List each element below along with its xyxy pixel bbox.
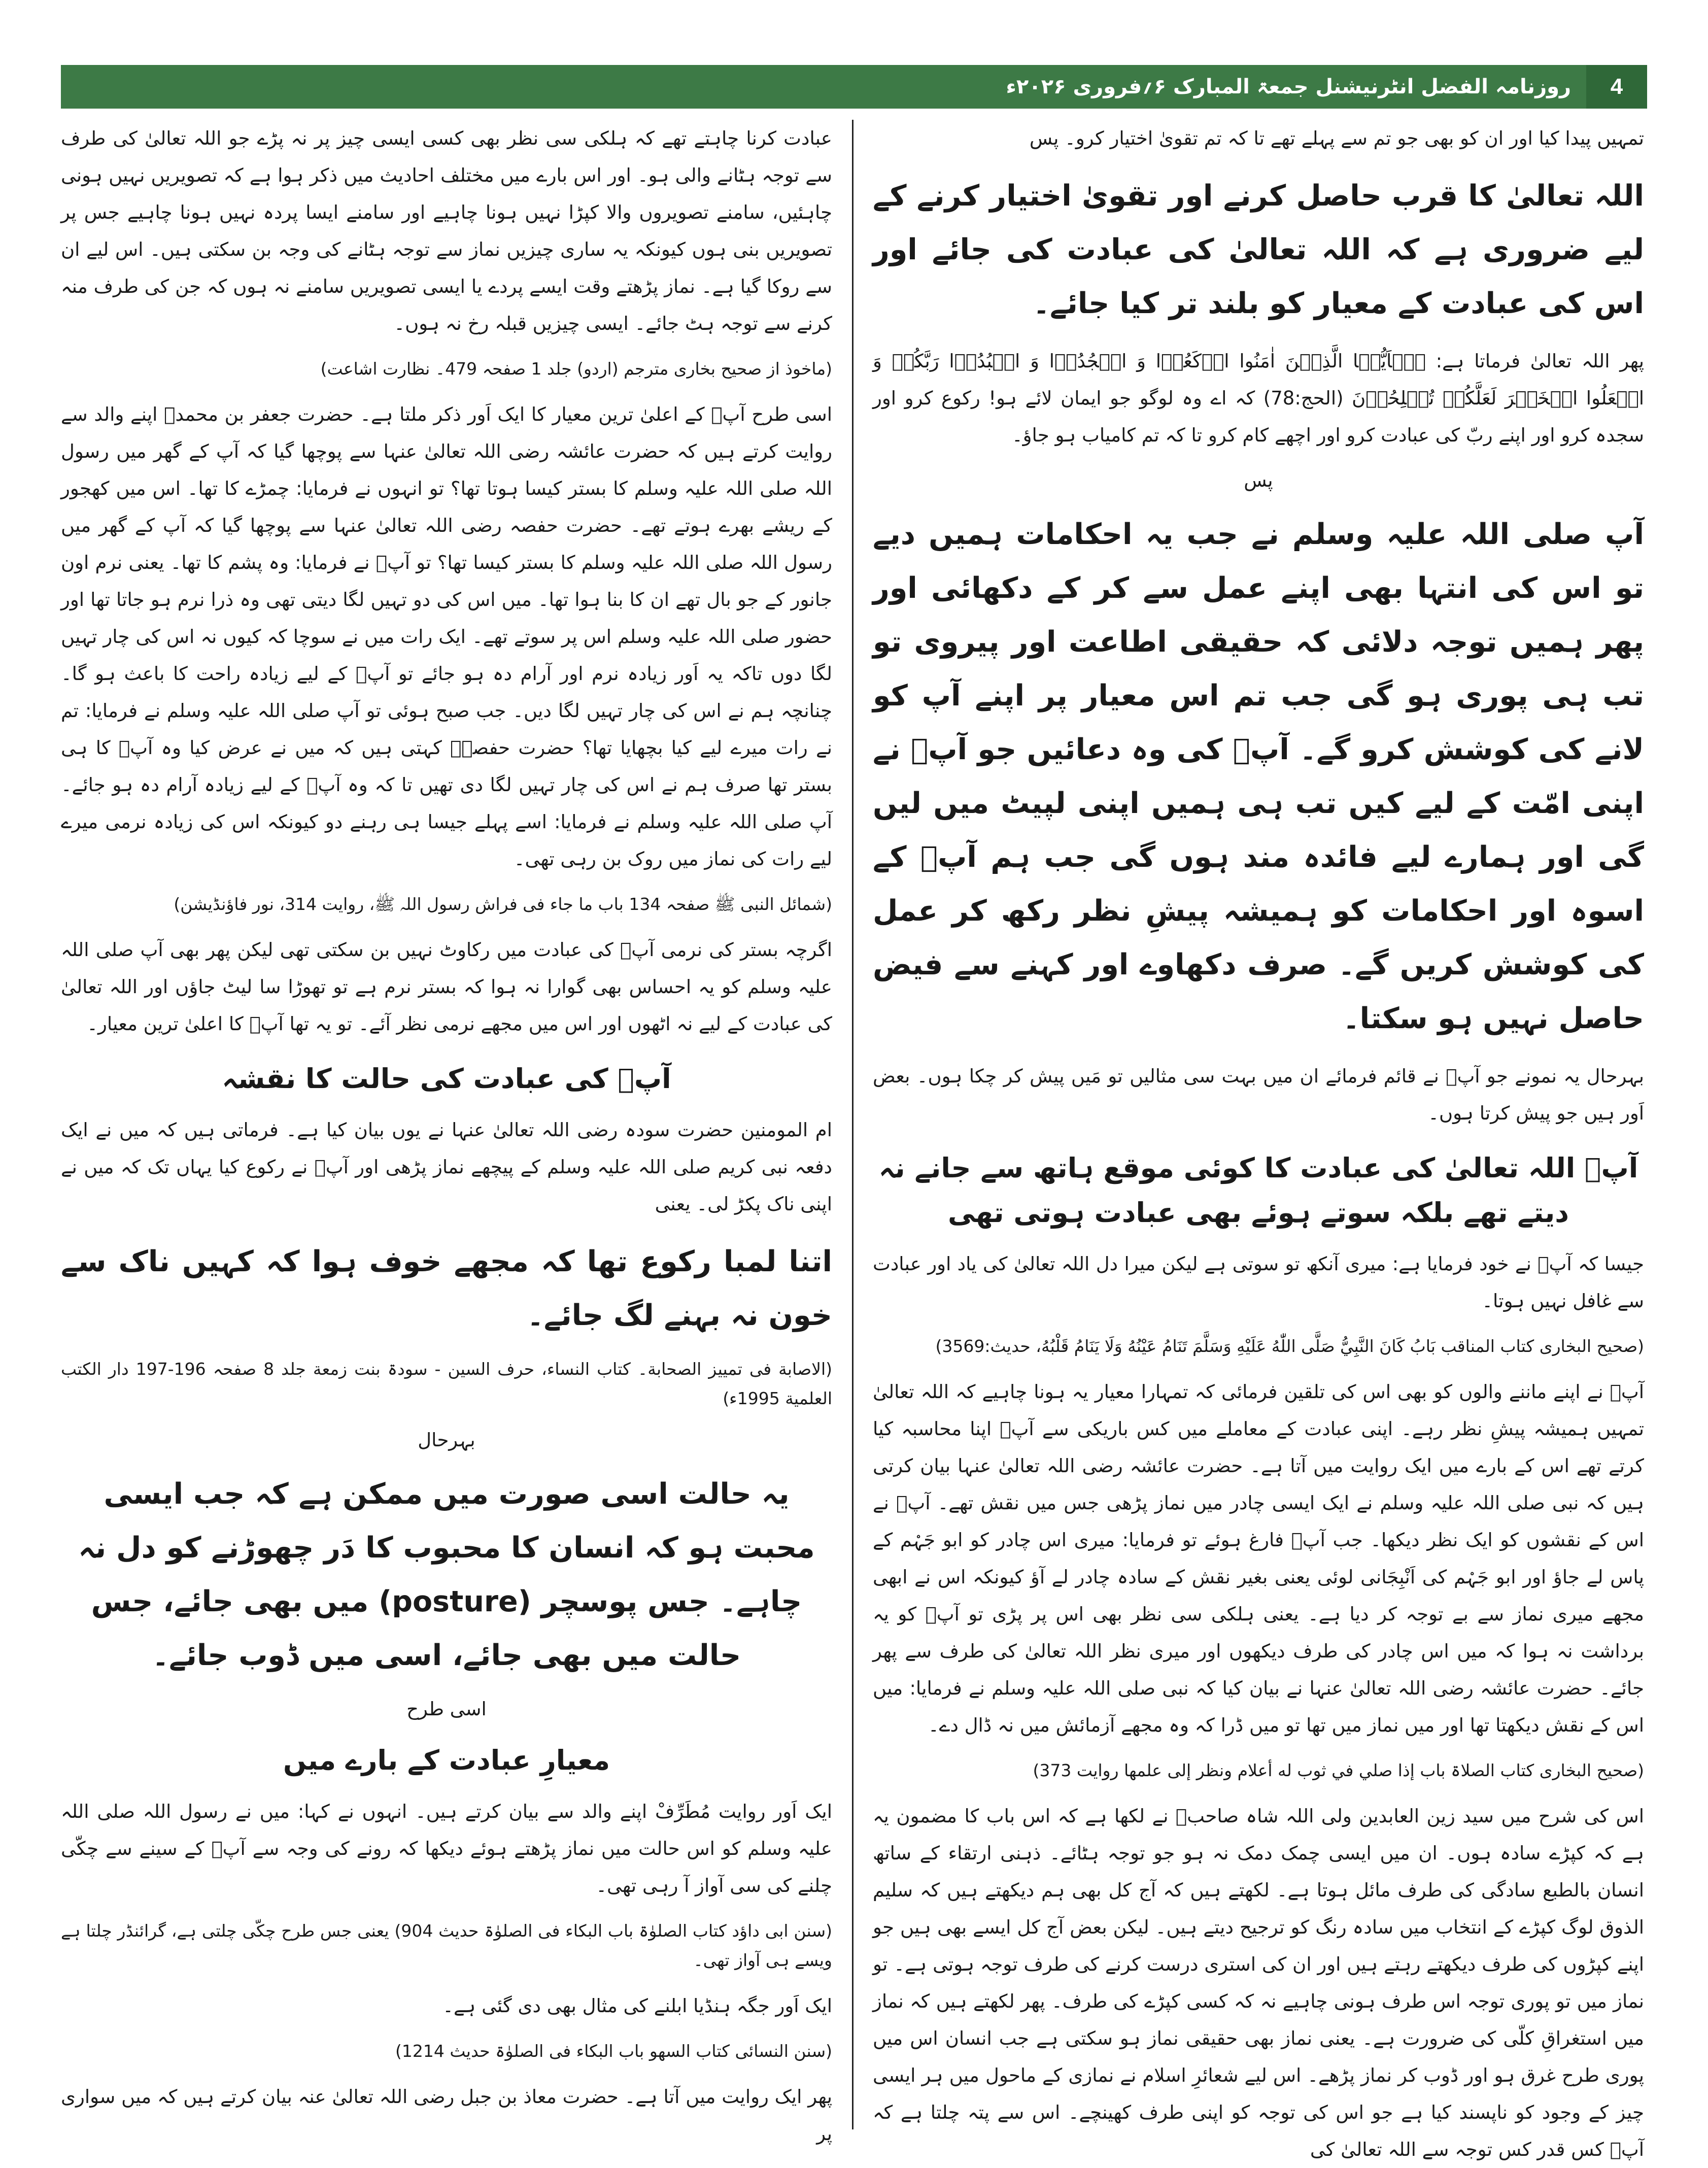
column-divider [852, 120, 853, 2129]
paragraph-quran [873, 343, 1644, 454]
paragraph: پھر ایک روایت میں آتا ہے۔ حضرت معاذ بن جبل رضی اللہ تعالیٰ عنہ بیان کرتے ہیں کہ میں سواری پر [61, 2086, 832, 2145]
transition-word: بہرحال [418, 1429, 475, 1451]
paragraph: ایک اَور جگہ ہنڈیا ابلنے کی مثال بھی دی گئی ہے۔ [442, 1995, 832, 2017]
emphasis-paragraph: اللہ تعالیٰ کا قرب حاصل کرنے اور تقویٰ اختیار کرنے کے لیے ضروری ہے کہ اللہ تعالیٰ کی عبادت کی جائے اور اس کی عبادت کے معیار کو بلند تر کیا جائے۔ [873, 179, 1644, 320]
newspaper-masthead: روزنامہ الفضل انٹرنیشنل جمعۃ المبارک ۶؍فروری ۲۰۲۶ء [1006, 75, 1571, 98]
section-heading: آپؐ اللہ تعالیٰ کی عبادت کا کوئی موقع ہاتھ سے جانے نہ دیتے تھے بلکہ سوتے ہوئے بھی عبادت ہوتی تھی [878, 1152, 1638, 1229]
citation: (ماخوذ از صحیح بخاری مترجم (اردو) جلد 1 صفحہ 479۔ نظارت اشاعت) [320, 359, 832, 379]
transition-word: اسی طرح [406, 1698, 487, 1720]
citation: (سنن ابی داؤد کتاب الصلوٰۃ باب البکاء فی الصلوٰۃ حدیث 904) یعنی جس طرح چکّی چلتی ہے، گرائنڈر چلتا ہے ویسے ہی آواز تھی۔ [61, 1921, 832, 1970]
quran-ayah: یٰۤاَیُّہَا الَّذِیۡنَ اٰمَنُوا ارۡکَعُوۡا وَ اسۡجُدُوۡا وَ اعۡبُدُوۡا رَبَّکُمۡ وَ افۡعَلُوا الۡخَیۡرَ لَعَلَّکُمۡ تُفۡلِحُوۡنَ [873, 350, 1644, 409]
paragraph: ایک اَور روایت مُطَرِّفْ اپنے والد سے بیان کرتے ہیں۔ انہوں نے کہا: میں نے رسول اللہ صلی اللہ علیہ وسلم کو اس حالت میں نماز پڑھتے ہوئے دیکھا کہ رونے کی وجہ سے آپؐ کے سینے سے چکّی چلنے کی سی آواز آ رہی تھی۔ [61, 1801, 832, 1896]
citation: (شمائل النبی ﷺ صفحہ 134 باب ما جاء فی فراش رسول اللہ ﷺ، روایت 314، نور فاؤنڈیشن) [174, 894, 832, 914]
page-header [61, 65, 1647, 109]
citation: (صحیح البخاری کتاب المناقب بَابُ كَانَ النَّبِيُّ صَلَّى اللّٰهُ عَلَيْهِ وَسَلَّمَ تَنَامُ عَيْنُهُ وَلَا يَنَامُ قَلْبُهُ، حدیث:3569) [935, 1336, 1644, 1356]
paragraph: آپؐ نے اپنے ماننے والوں کو بھی اس کی تلقین فرمائی کہ تمہارا معیار یہ ہونا چاہیے کہ اللہ تعالیٰ تمہیں ہمیشہ پیشِ نظر رہے۔ اپنی عبادت کے معاملے میں کس باریکی سے آپؐ اپنا محاسبہ کیا کرتے تھے اس کے بارے میں ایک روایت میں آتا ہے۔ حضرت عائشہ رضی اللہ تعالیٰ عنہا بیان کرتی ہیں کہ نبی صلی اللہ علیہ وسلم نے ایک ایسی چادر میں نماز پڑھی جس میں نقش تھے۔ آپؐ نے اس کے نقشوں کو ایک نظر دیکھا۔ جب آپؐ فارغ ہوئے تو فرمایا: میری اس چادر کو ابو جَہْم کے پاس لے جاؤ اور ابو جَہْم کی اَنْبِجَانی لوئی یعنی بغیر نقش کے سادہ چادر لے آؤ کیونکہ اس نے ابھی مجھے میری نماز سے بے توجہ کر دیا ہے۔ یعنی ہلکی سی نظر بھی اس پر پڑی تو آپؐ کو یہ برداشت نہ ہوا کہ میں اس چادر کی طرف دیکھوں اور میری نظر اللہ تعالیٰ کی طرف سے پھر جائے۔ حضرت عائشہ رضی اللہ تعالیٰ عنہا نے بیان کیا کہ نبی صلی اللہ علیہ وسلم نے فرمایا: میں اس کے نقش دیکھتا تھا اور میں نماز میں تھا تو میں ڈرا کہ وہ مجھے آزمائش میں نہ ڈال دے۔ [873, 1381, 1644, 1736]
emphasis-paragraph: یہ حالت اسی صورت میں ممکن ہے کہ جب ایسی محبت ہو کہ انسان کا محبوب کا دَر چھوڑنے کو دل نہ چاہے۔ جس پوسچر (posture) میں بھی جائے، جس حالت میں بھی جائے، اسی میں ڈوب جائے۔ [78, 1477, 815, 1672]
paragraph: ام المومنین حضرت سودہ رضی اللہ تعالیٰ عنہا نے یوں بیان کیا ہے۔ فرماتی ہیں کہ میں نے ایک دفعہ نبی کریم صلی اللہ علیہ وسلم کے پیچھے نماز پڑھی اور آپؐ نے رکوع کیا یہاں تک کہ میں نے اپنی ناک پکڑ لی۔ یعنی [61, 1119, 832, 1215]
paragraph: تمہیں پیدا کیا اور ان کو بھی جو تم سے پہلے تھے تا کہ تم تقویٰ اختیار کرو۔ پس [1029, 127, 1644, 149]
citation: (سنن النسائی کتاب السھو باب البکاء فی الصلوٰۃ حدیث 1214) [395, 2041, 832, 2061]
left-column [61, 120, 833, 2145]
paragraph: عبادت کرنا چاہتے تھے کہ ہلکی سی نظر بھی کسی ایسی چیز پر نہ پڑے جو اللہ تعالیٰ کی طرف سے توجہ ہٹانے والی ہو۔ اور اس بارے میں مختلف احادیث میں ذکر ہوا ہے کہ تصویریں نہیں ہونی چاہئیں، سامنے تصویروں والا کپڑا نہیں ہونا چاہیے اور سامنے ایسا پردہ نہیں ہونا چاہیے جس پر تصویریں بنی ہوں کیونکہ یہ ساری چیزیں نماز سے توجہ ہٹانے کی وجہ بن سکتی ہیں۔ اس لیے ان سے روکا گیا ہے۔ نماز پڑھتے وقت ایسے پردے یا ایسی تصویریں سامنے نہ ہوں کہ جن کی طرف منہ کرنے سے توجہ ہٹ جائے۔ ایسی چیزیں قبلہ رخ نہ ہوں۔ [61, 127, 833, 334]
paragraph: جیسا کہ آپؐ نے خود فرمایا ہے: میری آنکھ تو سوتی ہے لیکن میرا دل اللہ تعالیٰ کی یاد اور عبادت سے غافل نہیں ہوتا۔ [873, 1253, 1644, 1312]
paragraph: بہرحال یہ نمونے جو آپؐ نے قائم فرمائے ان میں بہت سی مثالیں تو مَیں پیش کر چکا ہوں۔ بعض اَور ہیں جو پیش کرتا ہوں۔ [873, 1065, 1644, 1124]
quran-intro: پھر اللہ تعالیٰ فرماتا ہے: [1436, 350, 1645, 372]
paragraph: اگرچہ بستر کی نرمی آپؐ کی عبادت میں رکاوٹ نہیں بن سکتی تھی لیکن پھر بھی آپ صلی اللہ علیہ وسلم کو یہ احساس بھی گوارا نہ ہوا کہ بستر نرم ہے تو تھوڑا سا لیٹ جاؤں اور اللہ تعالیٰ کی عبادت کے لیے نہ اٹھوں اور اس میں مجھے نرمی نظر آئے۔ تو یہ تھا آپؐ کا اعلیٰ ترین معیار۔ [61, 939, 832, 1035]
right-column [873, 120, 1645, 2160]
section-heading: آپؐ کی عبادت کی حالت کا نقشہ [222, 1063, 671, 1095]
quran-translation: (الحج:78) کہ اے وہ لوگو جو ایمان لائے ہو! رکوع کرو اور سجدہ کرو اور اپنے ربّ کی عبادت کرو اور اچھے کام کرو تا کہ تم کامیاب ہو جاؤ۔ [873, 387, 1644, 446]
transition-word: پس [1244, 469, 1273, 491]
paragraph: اس کی شرح میں سید زین العابدین ولی اللہ شاہ صاحبؓ نے لکھا ہے کہ اس باب کا مضمون یہ ہے کہ کپڑے سادہ ہوں۔ ان میں ایسی چمک دمک نہ ہو جو توجہ ہٹائے۔ ذہنی ارتقاء کے ساتھ انسان بالطبع سادگی کی طرف مائل ہوتا ہے۔ لکھتے ہیں کہ آج کل بھی ہم دیکھتے ہیں کہ سلیم الذوق لوگ کپڑے کے انتخاب میں سادہ رنگ کو ترجیح دیتے ہیں۔ لیکن بعض آج کل ایسے بھی ہیں جو اپنے کپڑوں کی طرف دیکھتے رہتے ہیں اور ان کی استری درست کرنے کی طرف توجہ ہوتی ہے۔ تو نماز میں تو پوری توجہ اس طرف ہونی چاہیے نہ کہ کسی کپڑے کی طرف۔ پھر لکھتے ہیں کہ نماز میں استغراقِ کلّی کی ضرورت ہے۔ یعنی نماز بھی حقیقی نماز ہو سکتی ہے جب انسان اس میں پوری طرح غرق ہو اور ڈوب کر نماز پڑھے۔ اس لیے شعائرِ اسلام نے نمازی کے ماحول میں ہر ایسی چیز کے وجود کو ناپسند کیا ہے جو اس کی توجہ کو اپنی طرف کھینچے۔ اس سے پتہ چلتا ہے کہ آپؐ کس قدر کس توجہ سے اللہ تعالیٰ کی [873, 1805, 1644, 2160]
section-heading: معیارِ عبادت کے بارے میں [283, 1744, 610, 1776]
citation: (صحیح البخاری کتاب الصلاۃ باب إذا صلي في ثوب له أعلام ونظر إلى علمها روایت 373) [1033, 1760, 1644, 1780]
citation: (الاصابة فی تمییز الصحابة۔ کتاب النساء، حرف السین - سودۃ بنت زمعة جلد 8 صفحہ 196-197 دار الکتب العلمیة 1995ء) [61, 1359, 832, 1408]
emphasis-paragraph: اتنا لمبا رکوع تھا کہ مجھے خوف ہوا کہ کہیں ناک سے خون نہ بہنے لگ جائے۔ [61, 1245, 832, 1332]
emphasis-paragraph: آپ صلی اللہ علیہ وسلم نے جب یہ احکامات ہمیں دیے تو اس کی انتہا بھی اپنے عمل سے کر کے دکھائی اور پھر ہمیں توجہ دلائی کہ حقیقی اطاعت اور پیروی تو تب ہی پوری ہو گی جب تم اس معیار پر اپنے آپ کو لانے کی کوشش کرو گے۔ آپؐ کی وہ دعائیں جو آپؐ نے اپنی امّت کے لیے کیں تب ہی ہمیں اپنی لپیٹ میں لیں گی اور ہمارے لیے فائدہ مند ہوں گی جب ہم آپؐ کے اسوہ اور احکامات کو ہمیشہ پیشِ نظر رکھ کر عمل کی کوشش کریں گے۔ صرف دکھاوے اور کہنے سے فیض حاصل نہیں ہو سکتا۔ [873, 518, 1644, 1035]
page-number: 4 [1586, 65, 1647, 109]
paragraph: اسی طرح آپؐ کے اعلیٰ ترین معیار کا ایک اَور ذکر ملتا ہے۔ حضرت جعفر بن محمدؒ اپنے والد سے روایت کرتے ہیں کہ حضرت عائشہ رضی اللہ تعالیٰ عنہا سے پوچھا گیا کہ آپ کے گھر میں رسول اللہ صلی اللہ علیہ وسلم کا بستر کیسا ہوتا تھا؟ تو انہوں نے فرمایا: چمڑے کا تھا۔ اس میں کھجور کے ریشے بھرے ہوتے تھے۔ حضرت حفصہ رضی اللہ تعالیٰ عنہا سے پوچھا گیا کہ آپ کے گھر میں رسول اللہ صلی اللہ علیہ وسلم کا بستر کیسا تھا؟ تو آپؓ نے فرمایا: وہ پشم کا تھا۔ یعنی نرم اون جانور کے جو بال تھے ان کا بنا ہوا تھا۔ میں اس کی دو تہیں لگا دیتی تھی وہ ذرا نرم ہو جاتا تھا اور حضور صلی اللہ علیہ وسلم اس پر سوتے تھے۔ ایک رات میں نے سوچا کہ کیوں نہ اس کی چار تہیں لگا دوں تاکہ یہ اَور زیادہ نرم اور آرام دہ ہو جائے تو آپؐ کے لیے زیادہ راحت کا باعث ہو گا۔ چنانچہ ہم نے اس کی چار تہیں لگا دیں۔ جب صبح ہوئی تو آپ صلی اللہ علیہ وسلم نے فرمایا: تم نے رات میرے لیے کیا بچھایا تھا؟ حضرت حفصہؓ کہتی ہیں کہ میں نے عرض کیا وہ آپؐ کا ہی بستر تھا صرف ہم نے اس کی چار تہیں لگا دی تھیں تا کہ وہ آپؐ کے لیے زیادہ آرام دہ ہو جائے۔ آپ صلی اللہ علیہ وسلم نے فرمایا: اسے پہلے جیسا ہی رہنے دو کیونکہ اس کی زیادہ نرمی میرے لیے رات کی نماز میں روک بن رہی تھی۔ [61, 403, 833, 870]
